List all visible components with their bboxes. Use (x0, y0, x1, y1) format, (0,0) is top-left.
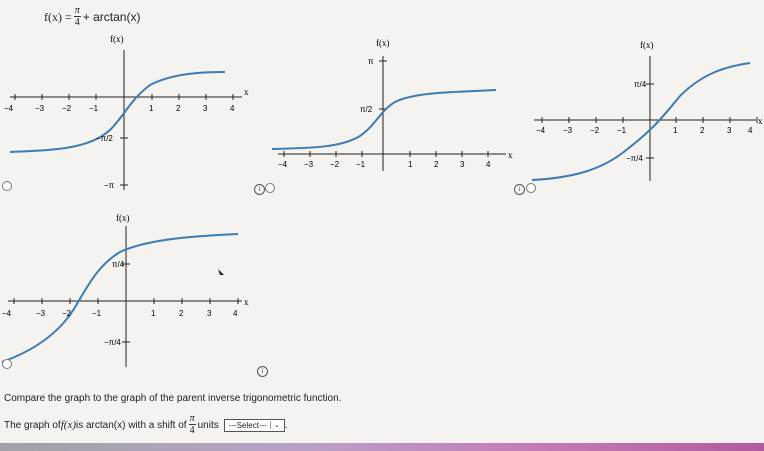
answer-shift-denominator: 4 (189, 425, 195, 436)
x-tick: 3 (203, 104, 208, 113)
shift-fraction (74, 6, 81, 28)
x-tick: −1 (92, 309, 102, 318)
x-tick: 2 (434, 160, 439, 169)
fx-label: f(x) (376, 38, 390, 48)
select-value: ---Select--- (228, 420, 267, 430)
function-definition (44, 6, 140, 28)
chevron-down-icon: ⌄ (270, 421, 280, 429)
x-tick: −1 (89, 104, 99, 113)
graph-d-svg (0, 212, 260, 372)
graph-a-svg (0, 30, 250, 195)
graph-option-a (0, 30, 250, 195)
x-label: x (244, 87, 249, 97)
x-tick: −4 (4, 104, 14, 113)
x-tick: −2 (590, 126, 600, 135)
info-icon[interactable]: i (514, 184, 525, 195)
function-prefix: f(x) = (44, 9, 72, 24)
y-tick: −π/4 (104, 338, 121, 347)
answer-shift-numerator: π (189, 413, 195, 424)
question-prompt: Compare the graph to the graph of the parent inverse trigonometric function. (4, 393, 342, 404)
y-tick: −π (104, 181, 115, 190)
radio-option-d[interactable] (2, 359, 12, 369)
x-tick: 3 (207, 309, 212, 318)
radio-option-b[interactable] (265, 183, 275, 193)
x-tick: 4 (230, 104, 235, 113)
x-tick: 4 (233, 309, 238, 318)
fx-label: f(x) (640, 40, 654, 50)
x-tick: −3 (304, 160, 314, 169)
x-tick: 4 (486, 160, 491, 169)
info-icon[interactable]: i (257, 366, 268, 377)
x-tick: 1 (149, 104, 154, 113)
x-label: x (244, 297, 249, 307)
x-tick: 2 (176, 104, 181, 113)
graph-option-c (530, 36, 764, 186)
answer-end: . (284, 419, 288, 431)
x-tick: 3 (460, 160, 465, 169)
y-tick: −π/2 (96, 134, 113, 143)
answer-text-2: is arctan(x) with a shift of (75, 419, 187, 431)
y-tick: π/4 (634, 80, 647, 89)
answer-shift-fraction (189, 414, 196, 436)
answer-fx: f(x) (60, 419, 76, 431)
graph-option-d (0, 212, 260, 372)
x-tick: −2 (330, 160, 340, 169)
curve-b (272, 90, 496, 149)
x-tick: 1 (408, 160, 413, 169)
graph-option-b (270, 36, 515, 186)
x-tick: −4 (536, 126, 546, 135)
shift-denominator: 4 (74, 17, 80, 28)
answer-text-3: units (197, 419, 219, 431)
x-tick: −3 (36, 309, 46, 318)
fx-label: f(x) (116, 213, 130, 223)
x-tick: −3 (35, 104, 45, 113)
answer-text-1: The graph of (4, 419, 61, 431)
direction-select[interactable] (224, 419, 285, 432)
x-tick: 2 (179, 309, 184, 318)
cursor-icon (218, 269, 224, 275)
x-tick: −4 (278, 160, 288, 169)
x-tick: 4 (748, 126, 753, 135)
x-label: x (508, 150, 513, 160)
bottom-bar (0, 443, 764, 451)
x-tick: 3 (727, 126, 732, 135)
x-tick: 1 (673, 126, 678, 135)
graph-b-svg (270, 36, 515, 186)
shift-numerator: π (74, 5, 80, 16)
radio-option-a[interactable] (2, 181, 12, 191)
x-tick: 1 (151, 309, 156, 318)
y-tick: π (368, 57, 374, 66)
x-tick: −2 (62, 309, 72, 318)
x-tick: −1 (617, 126, 627, 135)
answer-sentence (4, 414, 288, 436)
y-tick: π/4 (112, 260, 125, 269)
y-tick: π/2 (360, 105, 373, 114)
x-label: x (758, 116, 763, 126)
x-tick: −1 (356, 160, 366, 169)
info-icon[interactable]: i (254, 184, 265, 195)
fx-label: f(x) (110, 34, 124, 44)
x-tick: 2 (700, 126, 705, 135)
graph-c-svg (530, 36, 764, 186)
x-tick: −2 (62, 104, 72, 113)
y-tick: −π/4 (626, 154, 643, 163)
x-tick: −4 (2, 309, 12, 318)
x-tick: −3 (563, 126, 573, 135)
radio-option-c[interactable] (526, 183, 536, 193)
function-suffix: + arctan(x) (82, 10, 141, 24)
